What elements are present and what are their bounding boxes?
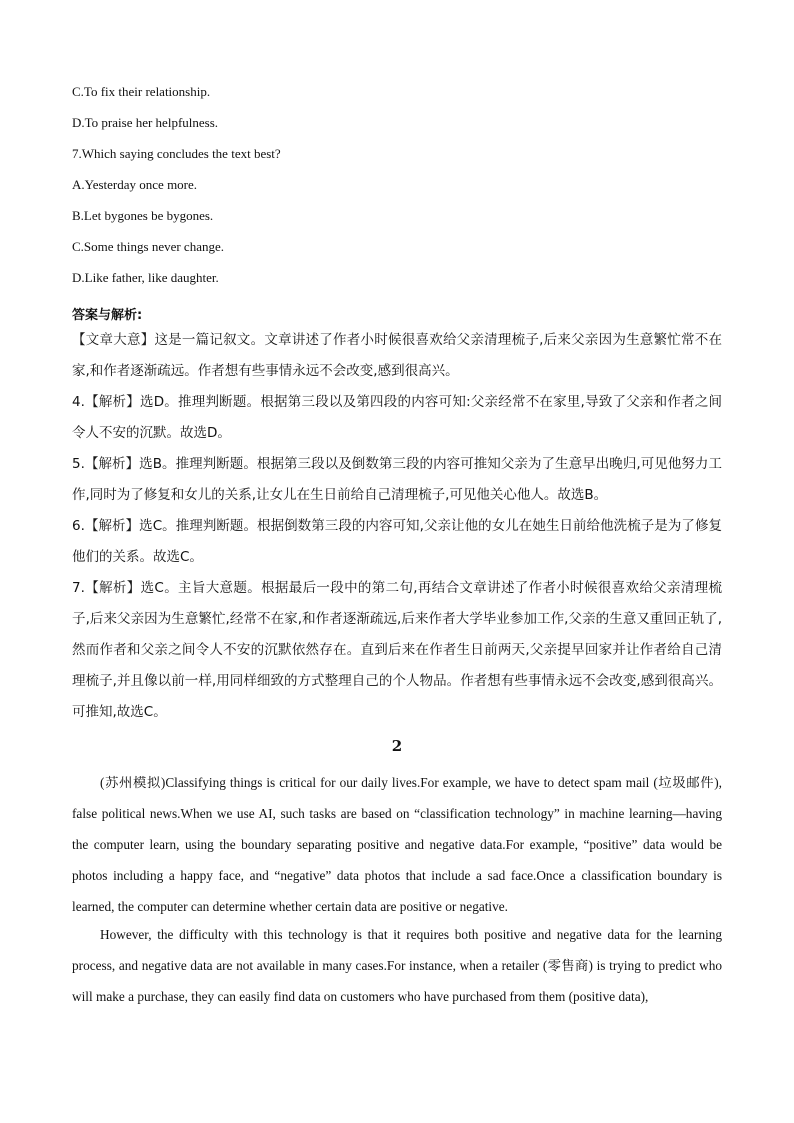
q7-option-a: A.Yesterday once more.	[72, 177, 198, 192]
q6-option-c: C.To fix their relationship.	[72, 84, 211, 99]
q7-option-d: D.Like father, like daughter.	[72, 270, 219, 285]
summary-text: 这是一篇记叙文。文章讲述了作者小时候很喜欢给父亲清理梳子,后来父亲因为生意繁忙常不在家,和作者逐渐疏远。作者想有些事情永远不会改变,感到很高兴。	[72, 332, 723, 379]
answer-5-text: 选B。推理判断题。根据第三段以及倒数第三段的内容可推知父亲为了生意早出晚归,可见他努力工作,同时为了修复和女儿的关系,让女儿在生日前给自己清理梳子,可见他关心他人。故选B。	[72, 456, 722, 503]
answer-4-text: 选D。推理判断题。根据第三段以及第四段的内容可知:父亲经常不在家里,导致了父亲和作者之间令人不安的沉默。故选D。	[72, 394, 723, 441]
answer-7-number: 7.	[72, 580, 85, 596]
passage-paragraph-2: However, the difficulty with this technology is that it requires both positive and negative data for the learning process, and negative data are not available in many cases.For instance, when a retailer (零售商) is trying to predict who will make a purchase, they can easily find data on customers who have purchased from them (positive data),	[72, 927, 722, 1004]
answer-6-text: 选C。推理判断题。根据倒数第三段的内容可知,父亲让他的女儿在她生日前给他洗梳子是为了修复他们的关系。故选C。	[72, 518, 722, 565]
q7-option-b: B.Let bygones be bygones.	[72, 208, 214, 223]
answer-4-number: 4.	[72, 394, 85, 410]
q7-stem: 7.Which saying concludes the text best?	[72, 146, 281, 161]
answer-6	[72, 511, 722, 573]
passage-paragraph-1: (苏州模拟)Classifying things is critical for our daily lives.For example, we have to detect spam mail (垃圾邮件), false political news.When we use AI, such tasks are based on “classification technology” in machine learning—having the computer learn, using the boundary separating positive and negative data.For example, “positive” data would be photos including a happy face, and “negative” data photos that include a sad face.Once a classification boundary is learned, the computer can determine whether certain data are positive or negative.	[72, 775, 722, 914]
summary-tag: 【文章大意】	[72, 332, 155, 348]
answer-summary	[72, 325, 722, 387]
answer-7-tag: 【解析】	[84, 580, 141, 596]
q6-option-d: D.To praise her helpfulness.	[72, 115, 219, 130]
answer-5	[72, 449, 722, 511]
q7-option-c: C.Some things never change.	[72, 239, 224, 254]
answer-5-number: 5.	[72, 456, 85, 472]
answer-7-text: 选C。主旨大意题。根据最后一段中的第二句,再结合文章讲述了作者小时候很喜欢给父亲清理梳子,后来父亲因为生意繁忙,经常不在家,和作者逐渐疏远,后来作者大学毕业参加工作,父亲的生意又重回正轨了,然而作者和父亲之间令人不安的沉默依然存在。直到后来在作者生日前两天,父亲提早回家并让作者给自己清理梳子,并且像以前一样,用同样细致的方式整理自己的个人物品。作者想有些事情永远不会改变,感到很高兴。可推知,故选C。	[72, 580, 723, 720]
answer-7	[72, 573, 722, 728]
answer-4-tag: 【解析】	[84, 394, 140, 410]
answer-5-tag: 【解析】	[84, 456, 140, 472]
passage-number: 2	[391, 737, 403, 755]
answers-heading: 答案与解析:	[72, 308, 143, 323]
answer-6-number: 6.	[72, 518, 85, 534]
answer-4	[72, 387, 722, 449]
answer-6-tag: 【解析】	[84, 518, 140, 534]
